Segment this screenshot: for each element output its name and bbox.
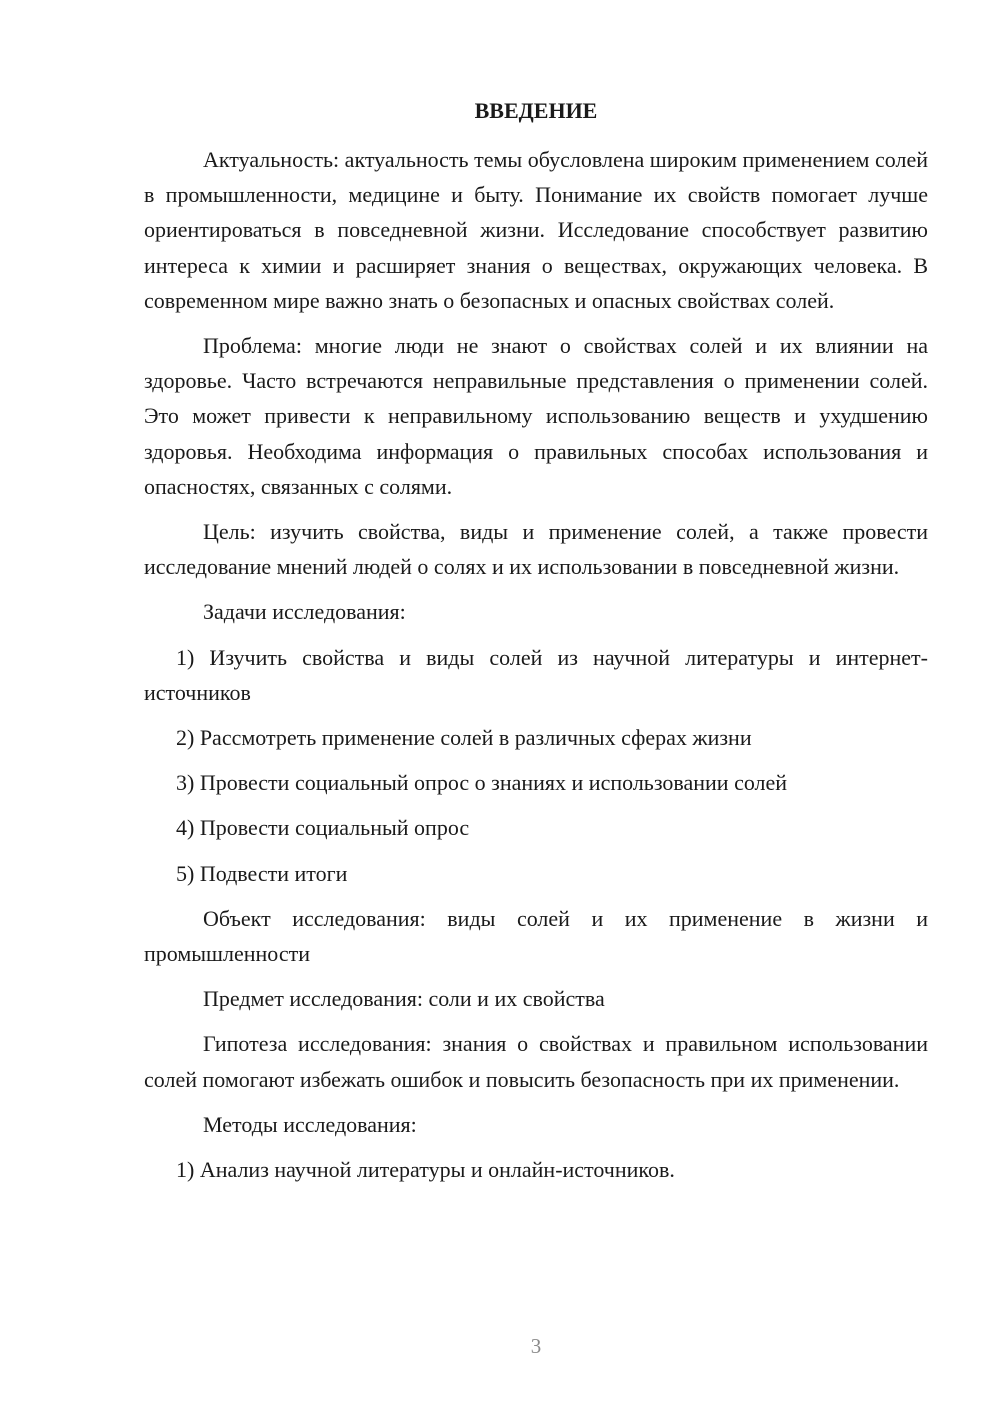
hypothesis-paragraph: Гипотеза исследования: знания о свойствах и правильном использовании солей помогают избежать ошибок и повысить безопасность при их применении. — [144, 1031, 928, 1092]
page-title: ВВЕДЕНИЕ — [474, 98, 598, 123]
relevance-paragraph: Актуальность: актуальность темы обусловлена широким применением солей в промышленности, медицине и быту. Понимание их свойств помогает лучше ориентироваться в повседневной жизни. Исследование способствует развитию интереса к химии и расширяет знания о веществах, окружающих человека. В современном мире важно знать о безопасных и опасных свойствах солей. — [144, 147, 928, 313]
goal-paragraph: Цель: изучить свойства, виды и применение солей, а также провести исследование мнений людей о солях и их использовании в повседневной жизни. — [144, 519, 928, 580]
problem-paragraph: Проблема: многие люди не знают о свойствах солей и их влиянии на здоровье. Часто встречаются неправильные представления о применении солей. Это может привести к неправильному использованию веществ и ухудшению здоровья. Необходима информация о правильных способах использования и опасностях, связанных с солями. — [144, 333, 928, 499]
page-number: 3 — [530, 1334, 542, 1358]
task-item-3: 3) Провести социальный опрос о знаниях и использовании солей — [176, 770, 788, 796]
task-item-4: 4) Провести социальный опрос — [176, 815, 470, 841]
tasks-heading: Задачи исследования: — [203, 599, 406, 625]
object-paragraph: Объект исследования: виды солей и их применение в жизни и промышленности — [144, 905, 928, 967]
task-item-2: 2) Рассмотреть применение солей в различных сферах жизни — [176, 725, 752, 751]
method-item-1: 1) Анализ научной литературы и онлайн-источников. — [176, 1157, 675, 1183]
task-item-5: 5) Подвести итоги — [176, 860, 348, 886]
document-body — [144, 142, 928, 1197]
task-item-1: 1) Изучить свойства и виды солей из научной литературы и интернет-источников — [144, 644, 928, 705]
methods-heading: Методы исследования: — [203, 1111, 417, 1137]
subject-paragraph: Предмет исследования: соли и их свойства — [203, 986, 605, 1012]
